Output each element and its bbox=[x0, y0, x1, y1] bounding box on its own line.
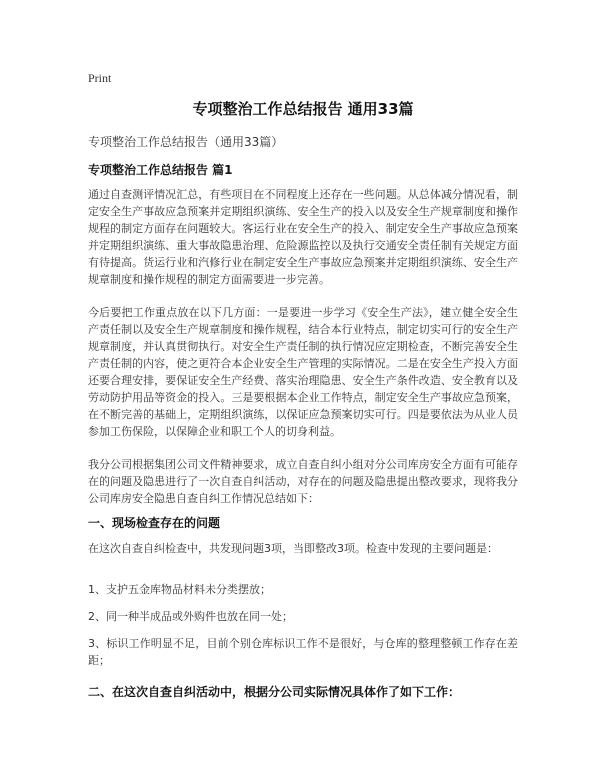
paragraph-self-inspection-summary: 通过自查测评情况汇总，有些项目在不同程度上还存在一些问题。从总体减分情况看，制定安全生产事故应急预案并定期组织演练、安全生产的投入以及安全生产规章制度和操作规程的制定方面存在问题较大。客运行业在安全生产的投入、制定安全生产事故应急预案并定期组织演练、重大事故隐患治理、危险源监控以及执行交通安全责任制有关规定方面有待提高。货运行业和汽修行业在制定安全生产事故应急预案并定期组织演练、安全生产规章制度和操作规程的制定方面需要进一步完善。 bbox=[88, 188, 518, 286]
paragraph-problems-intro: 在这次自查自纠检查中，共发现问题3项，当即整改3项。检查中发现的主要问题是： bbox=[88, 542, 498, 555]
document-subtitle: 专项整治工作总结报告（通用33篇） bbox=[88, 135, 284, 149]
section-heading-work-done: 二、在这次自查自纠活动中，根据分公司实际情况具体作了如下工作： bbox=[88, 685, 461, 699]
print-link[interactable]: Print bbox=[88, 71, 112, 85]
section-heading-site-problems: 一、现场检查存在的问题 bbox=[88, 516, 221, 530]
paragraph-branch-inspection: 我分公司根据集团公司文件精神要求，成立自查自纠小组对分公司库房安全方面有可能存在的问题及隐患进行了一次自查自纠活动，对存在的问题及隐患提出整改要求，现将我分公司库房安全隐患自查自纠工作情况总结如下： bbox=[88, 458, 518, 505]
section-heading-article-1: 专项整治工作总结报告 篇1 bbox=[88, 163, 233, 177]
list-item-problem-2: 2、同一种半成品或外购件也放在同一处； bbox=[88, 610, 293, 623]
document-title: 专项整治工作总结报告 通用33篇 bbox=[192, 100, 414, 118]
paragraph-future-work-focus: 今后要把工作重点放在以下几方面：一是要进一步学习《安全生产法》，建立健全安全生产责任制以及安全生产规章制度和操作规程，结合本行业特点，制定切实可行的安全生产规章制度，并认真贯彻执行。对安全生产责任制的执行情况应定期检查，不断完善安全生产责任制的内容，使之更符合本企业安全生产管理的实际情况。二是在安全生产投入方面还要合理安排，要保证安全生产经费、落实治理隐患、安全生产条件改造、安全教育以及劳动防护用品等资金的投入。三是要根据本企业工作特点，制定安全生产事故应急预案，在不断完善的基础上，定期组织演练，以保证应急预案切实可行。四是要依法为从业人员参加工伤保险，以保障企业和职工个人的切身利益。 bbox=[88, 306, 518, 438]
list-item-problem-3: 3、标识工作明显不足，目前个别仓库标识工作不是很好，与仓库的整理整顿工作存在差距； bbox=[88, 637, 518, 667]
list-item-problem-1: 1、支护五金库物品材料未分类摆放； bbox=[88, 583, 271, 596]
